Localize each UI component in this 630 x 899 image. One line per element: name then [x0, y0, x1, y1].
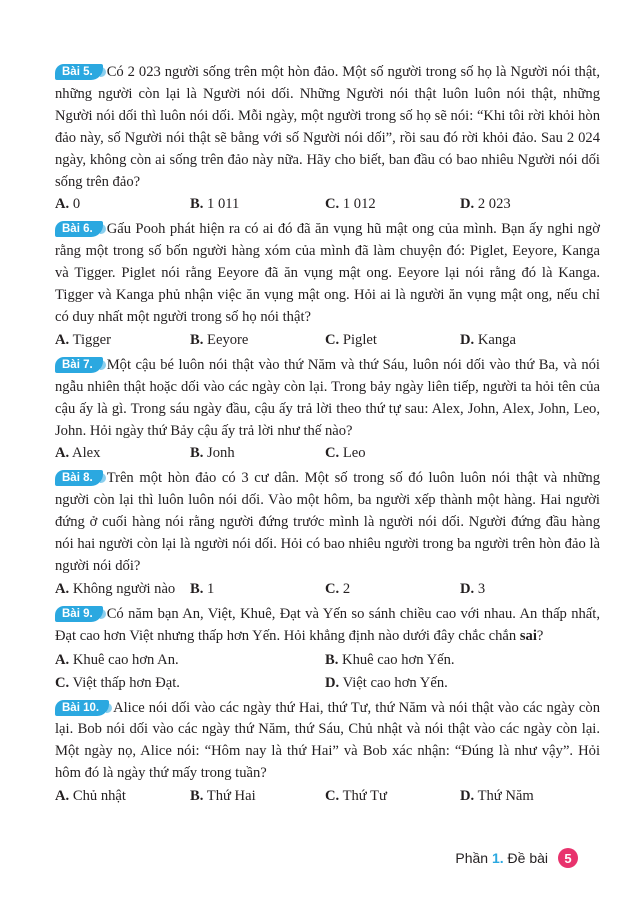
- problem-text: Có năm bạn An, Việt, Khuê, Đạt và Yến so sánh chiều cao với nhau. An thấp nhất, Đạt cao hơn Việt nhưng thấp hơn Yến. Hỏi khẳng định nào dưới đây chắc chắn: [55, 605, 600, 644]
- options-row: [55, 443, 600, 465]
- option-c[interactable]: C. Leo: [325, 445, 366, 462]
- problem-9: [55, 604, 600, 648]
- problem-text-end: ?: [536, 627, 544, 644]
- problem-7: [55, 355, 600, 443]
- options-row: [55, 330, 600, 352]
- page-footer: [455, 848, 578, 868]
- problem-8: [55, 468, 600, 578]
- problem-5: [55, 62, 600, 193]
- problem-badge: Bài 6.: [55, 221, 103, 237]
- option-b[interactable]: B. Thứ Hai: [190, 788, 256, 805]
- problem-10: [55, 698, 600, 786]
- options-row: [55, 194, 600, 216]
- problem-6: [55, 219, 600, 329]
- option-c[interactable]: C. Thứ Tư: [325, 788, 387, 805]
- footer-section: Đề bài: [507, 850, 548, 866]
- option-d[interactable]: D. Thứ Năm: [460, 788, 534, 805]
- option-c[interactable]: C. 1 012: [325, 196, 376, 213]
- option-d[interactable]: D. Việt cao hơn Yến.: [325, 674, 448, 691]
- problem-text: Gấu Pooh phát hiện ra có ai đó đã ăn vụng hũ mật ong của mình. Bạn ấy nghi ngờ rằng một trong số bốn người hàng xóm của mình đã làm chuyện đó: Piglet, Eeyore, Kanga và Tigger. Piglet nói rằng Eeyore đã ăn vụng mật ong. Eeyore lại nói rằng đó là Kanga. Tigger và Kanga phủ nhận việc ăn vụng mật ong. Hỏi ai là người ăn vụng mật ong, nếu chỉ có duy nhất một người trong số họ nói thật?: [55, 221, 600, 325]
- problem-badge: Bài 7.: [55, 357, 103, 373]
- page-number: 5: [558, 848, 578, 868]
- option-d[interactable]: D. Kanga: [460, 331, 516, 348]
- options-row: [55, 579, 600, 601]
- options-row: [55, 786, 600, 808]
- option-a[interactable]: A. Khuê cao hơn An.: [55, 651, 179, 668]
- problem-text: Alice nói dối vào các ngày thứ Hai, thứ Tư, thứ Năm và nói thật vào các ngày còn lại. Bob nói dối vào các ngày thứ Năm, thứ Sáu, Chủ nhật và nói thật vào các ngày còn lại. Một ngày nọ, Alice nói: “Hôm nay là thứ Hai” và Bob xác nhận: “Đúng là như vậy”. Hỏi hôm đó là ngày thứ mấy trong tuần?: [55, 699, 600, 782]
- option-a[interactable]: A. Alex: [55, 445, 101, 462]
- footer-part-label: Phần: [455, 850, 489, 866]
- option-d[interactable]: D. 2 023: [460, 196, 511, 213]
- option-b[interactable]: B. 1: [190, 580, 215, 597]
- problem-badge: Bài 5.: [55, 64, 103, 80]
- problem-badge: Bài 8.: [55, 470, 103, 486]
- option-d[interactable]: D. 3: [460, 580, 486, 597]
- option-c[interactable]: C. 2: [325, 580, 351, 597]
- option-a[interactable]: A. Chủ nhật: [55, 788, 126, 805]
- option-c[interactable]: C. Việt thấp hơn Đạt.: [55, 674, 180, 691]
- option-b[interactable]: B. Eeyore: [190, 331, 249, 348]
- footer-part-number: 1.: [491, 850, 504, 866]
- options-grid: [55, 649, 600, 695]
- problem-text: Trên một hòn đảo có 3 cư dân. Một số trong số đó luôn luôn nói thật và những người còn lại thì luôn luôn nói dối. Vào một hôm, ba người xếp thành một hàng. Hai người đứng ở cuối hàng nói rằng người đứng trước mình là người nói dối. Người đứng đầu hàng nói hai người còn lại là người nói dối. Hỏi có bao nhiêu người trong ba người trên hòn đảo là người nói dối?: [55, 470, 600, 574]
- option-b[interactable]: B. Jonh: [190, 445, 235, 462]
- option-a[interactable]: A. 0: [55, 196, 81, 213]
- problem-badge: Bài 10.: [55, 700, 109, 716]
- option-b[interactable]: B. 1 011: [190, 196, 240, 213]
- option-b[interactable]: B. Khuê cao hơn Yến.: [325, 651, 455, 668]
- problem-text-emphasis: sai: [519, 627, 537, 644]
- problem-text: Có 2 023 người sống trên một hòn đảo. Một số người trong số họ là Người nói thật, những người còn lại là Người nói dối. Những Người nói thật luôn luôn nói thật, những Người nói dối thì luôn nói dối. Mỗi ngày, một người trong số họ sẽ nói: “Khi tôi rời khỏi hòn đảo này, số Người nói thật sẽ bằng với số Người nói dối”, rồi sau đó rời khỏi đảo. Sau 2 024 ngày, không còn ai sống trên đảo này nữa. Hãy cho biết, ban đầu có bao nhiêu Người nói dối sống trên đảo?: [55, 64, 600, 190]
- page-content: [55, 62, 600, 811]
- option-a[interactable]: A. Tigger: [55, 331, 111, 348]
- problem-badge: Bài 9.: [55, 606, 103, 622]
- option-c[interactable]: C. Piglet: [325, 331, 377, 348]
- option-a[interactable]: A. Không người nào: [55, 580, 176, 597]
- problem-text: Một cậu bé luôn nói thật vào thứ Năm và thứ Sáu, luôn nói dối vào thứ Ba, và nói ngẫu nhiên thật hoặc dối vào các ngày còn lại. Trong bảy ngày liên tiếp, người ta hỏi tên của cậu ấy là gì. Trong sáu ngày đầu, cậu ấy trả lời theo thứ tự sau: Alex, John, Alex, John, Leo, John. Hỏi ngày thứ Bảy cậu ấy trả lời như thế nào?: [55, 356, 600, 439]
